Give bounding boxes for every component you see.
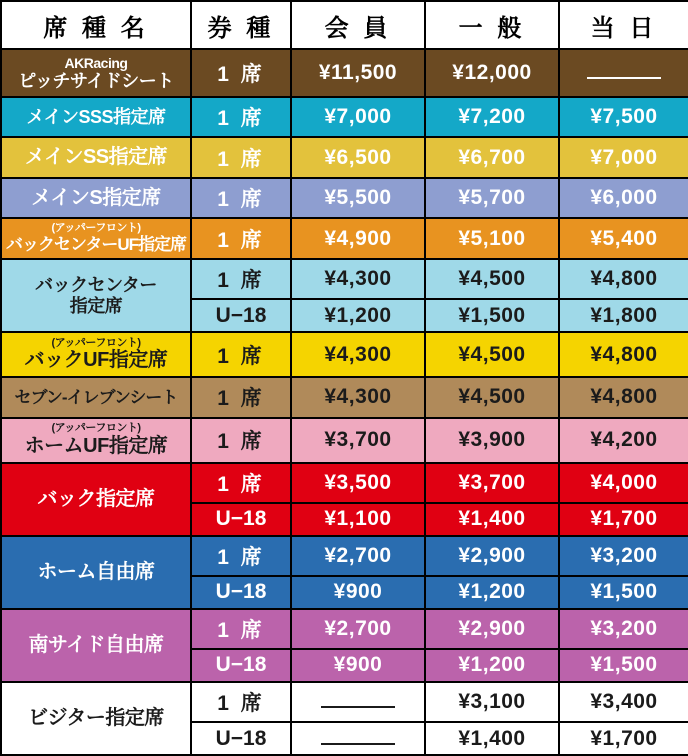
ticket-type-cell: 1 席 bbox=[191, 332, 291, 377]
general-price-cell: ¥4,500 bbox=[425, 377, 559, 417]
table-row bbox=[1, 536, 688, 576]
sameday-price-cell: ¥4,000 bbox=[559, 463, 688, 503]
header-seat-name: 席 種 名 bbox=[1, 1, 191, 49]
seat-name-label: セブン-イレブンシート bbox=[14, 387, 178, 407]
header-sameday-price: 当 日 bbox=[559, 1, 688, 49]
seat-name-label: バックUF指定席 bbox=[24, 349, 168, 372]
member-price-cell: ¥4,300 bbox=[291, 259, 425, 299]
seat-name-sub: (アッパーフロント) bbox=[51, 222, 141, 235]
member-price-cell: ¥5,500 bbox=[291, 178, 425, 218]
sameday-price-cell: ¥1,500 bbox=[559, 649, 688, 682]
sameday-price-cell: ¥3,400 bbox=[559, 682, 688, 722]
general-price-cell: ¥1,400 bbox=[425, 722, 559, 755]
member-price-cell: ¥11,500 bbox=[291, 49, 425, 97]
general-price-cell: ¥1,200 bbox=[425, 576, 559, 609]
sameday-price-cell: ¥6,000 bbox=[559, 178, 688, 218]
not-available-dash bbox=[587, 66, 661, 79]
seat-name-label: メインSS指定席 bbox=[24, 146, 168, 169]
seat-name-label: ホーム自由席 bbox=[37, 561, 155, 584]
ticket-type-cell: 1 席 bbox=[191, 178, 291, 218]
sameday-price-cell: ¥4,800 bbox=[559, 259, 688, 299]
ticket-type-cell: 1 席 bbox=[191, 49, 291, 97]
seat-name-sub: (アッパーフロント) bbox=[51, 336, 141, 349]
ticket-type-cell: U−18 bbox=[191, 299, 291, 332]
ticket-type-cell: 1 席 bbox=[191, 463, 291, 503]
seat-name-cell bbox=[1, 178, 191, 218]
ticket-type-cell: 1 席 bbox=[191, 682, 291, 722]
member-price-cell: ¥7,000 bbox=[291, 97, 425, 137]
seat-name-cell bbox=[1, 97, 191, 137]
general-price-cell: ¥12,000 bbox=[425, 49, 559, 97]
table-row bbox=[1, 218, 688, 259]
ticket-type-cell: 1 席 bbox=[191, 609, 291, 649]
general-price-cell: ¥3,100 bbox=[425, 682, 559, 722]
seat-name-cell bbox=[1, 463, 191, 536]
general-price-cell: ¥1,200 bbox=[425, 649, 559, 682]
sameday-price-cell: ¥4,800 bbox=[559, 332, 688, 377]
ticket-type-cell: 1 席 bbox=[191, 97, 291, 137]
seat-name-cell bbox=[1, 536, 191, 609]
member-price-cell: ¥2,700 bbox=[291, 609, 425, 649]
general-price-cell: ¥5,700 bbox=[425, 178, 559, 218]
seat-name-cell bbox=[1, 609, 191, 682]
sameday-price-cell: ¥1,700 bbox=[559, 722, 688, 755]
general-price-cell: ¥4,500 bbox=[425, 259, 559, 299]
ticket-type-cell: 1 席 bbox=[191, 218, 291, 259]
not-available-dash bbox=[321, 732, 395, 745]
seat-name-cell bbox=[1, 218, 191, 259]
seat-name-brand: AKRacing bbox=[64, 54, 128, 71]
ticket-type-cell: U−18 bbox=[191, 503, 291, 536]
table-row bbox=[1, 259, 688, 299]
general-price-cell: ¥1,400 bbox=[425, 503, 559, 536]
member-price-cell: ¥1,100 bbox=[291, 503, 425, 536]
general-price-cell: ¥3,900 bbox=[425, 418, 559, 463]
seat-name-cell bbox=[1, 682, 191, 755]
sameday-price-cell: ¥3,200 bbox=[559, 536, 688, 576]
sameday-price-cell: ¥4,800 bbox=[559, 377, 688, 417]
sameday-price-cell: ¥1,700 bbox=[559, 503, 688, 536]
general-price-cell: ¥1,500 bbox=[425, 299, 559, 332]
ticket-type-cell: U−18 bbox=[191, 576, 291, 609]
general-price-cell: ¥6,700 bbox=[425, 137, 559, 177]
member-price-cell: ¥900 bbox=[291, 649, 425, 682]
member-price-cell: ¥900 bbox=[291, 576, 425, 609]
seat-name-label: ビジター指定席 bbox=[28, 707, 164, 730]
seat-name-cell bbox=[1, 377, 191, 417]
seat-name-label: バック指定席 bbox=[37, 488, 155, 511]
sameday-price-cell: ¥3,200 bbox=[559, 609, 688, 649]
not-available-dash bbox=[321, 695, 395, 708]
member-price-cell: ¥6,500 bbox=[291, 137, 425, 177]
table-row bbox=[1, 463, 688, 503]
seat-name-cell bbox=[1, 332, 191, 377]
general-price-cell: ¥4,500 bbox=[425, 332, 559, 377]
seat-name-label: メインSSS指定席 bbox=[26, 107, 166, 128]
ticket-type-cell: 1 席 bbox=[191, 418, 291, 463]
sameday-price-cell: ¥7,000 bbox=[559, 137, 688, 177]
sameday-price-cell bbox=[559, 49, 688, 97]
member-price-cell: ¥4,300 bbox=[291, 332, 425, 377]
seat-name-cell bbox=[1, 137, 191, 177]
member-price-cell: ¥3,700 bbox=[291, 418, 425, 463]
seat-name-cell bbox=[1, 259, 191, 332]
seat-name-cell bbox=[1, 49, 191, 97]
seat-name-sub: (アッパーフロント) bbox=[51, 422, 141, 435]
member-price-cell: ¥4,900 bbox=[291, 218, 425, 259]
sameday-price-cell: ¥4,200 bbox=[559, 418, 688, 463]
general-price-cell: ¥7,200 bbox=[425, 97, 559, 137]
member-price-cell: ¥4,300 bbox=[291, 377, 425, 417]
header-member-price: 会 員 bbox=[291, 1, 425, 49]
seat-name-label: メインS指定席 bbox=[31, 186, 161, 209]
table-body bbox=[1, 49, 688, 755]
ticket-type-cell: U−18 bbox=[191, 649, 291, 682]
ticket-type-cell: 1 席 bbox=[191, 137, 291, 177]
general-price-cell: ¥3,700 bbox=[425, 463, 559, 503]
general-price-cell: ¥2,900 bbox=[425, 536, 559, 576]
sameday-price-cell: ¥1,800 bbox=[559, 299, 688, 332]
general-price-cell: ¥5,100 bbox=[425, 218, 559, 259]
table-row bbox=[1, 682, 688, 722]
seat-name-label: バックセンターUF指定席 bbox=[6, 234, 186, 254]
header-ticket-type: 券 種 bbox=[191, 1, 291, 49]
member-price-cell: ¥3,500 bbox=[291, 463, 425, 503]
table-row bbox=[1, 377, 688, 417]
seat-name-label: ピッチサイドシート bbox=[18, 71, 174, 92]
member-price-cell: ¥1,200 bbox=[291, 299, 425, 332]
sameday-price-cell: ¥5,400 bbox=[559, 218, 688, 259]
sameday-price-cell: ¥1,500 bbox=[559, 576, 688, 609]
ticket-type-cell: U−18 bbox=[191, 722, 291, 755]
table-row bbox=[1, 609, 688, 649]
ticket-type-cell: 1 席 bbox=[191, 536, 291, 576]
seat-name-cell bbox=[1, 418, 191, 463]
ticket-type-cell: 1 席 bbox=[191, 259, 291, 299]
seat-name-label: 南サイド自由席 bbox=[28, 634, 164, 657]
ticket-type-cell: 1 席 bbox=[191, 377, 291, 417]
header-general-price: 一 般 bbox=[425, 1, 559, 49]
seat-name-label: ホームUF指定席 bbox=[24, 434, 168, 457]
general-price-cell: ¥2,900 bbox=[425, 609, 559, 649]
sameday-price-cell: ¥7,500 bbox=[559, 97, 688, 137]
table-row bbox=[1, 49, 688, 97]
table-row bbox=[1, 332, 688, 377]
table-row bbox=[1, 137, 688, 177]
member-price-cell bbox=[291, 682, 425, 722]
table-header bbox=[1, 1, 688, 49]
seat-name-label: バックセンター 指定席 bbox=[35, 275, 157, 316]
table-row bbox=[1, 178, 688, 218]
table-row bbox=[1, 418, 688, 463]
member-price-cell: ¥2,700 bbox=[291, 536, 425, 576]
member-price-cell bbox=[291, 722, 425, 755]
table-row bbox=[1, 97, 688, 137]
header-row bbox=[1, 1, 688, 49]
